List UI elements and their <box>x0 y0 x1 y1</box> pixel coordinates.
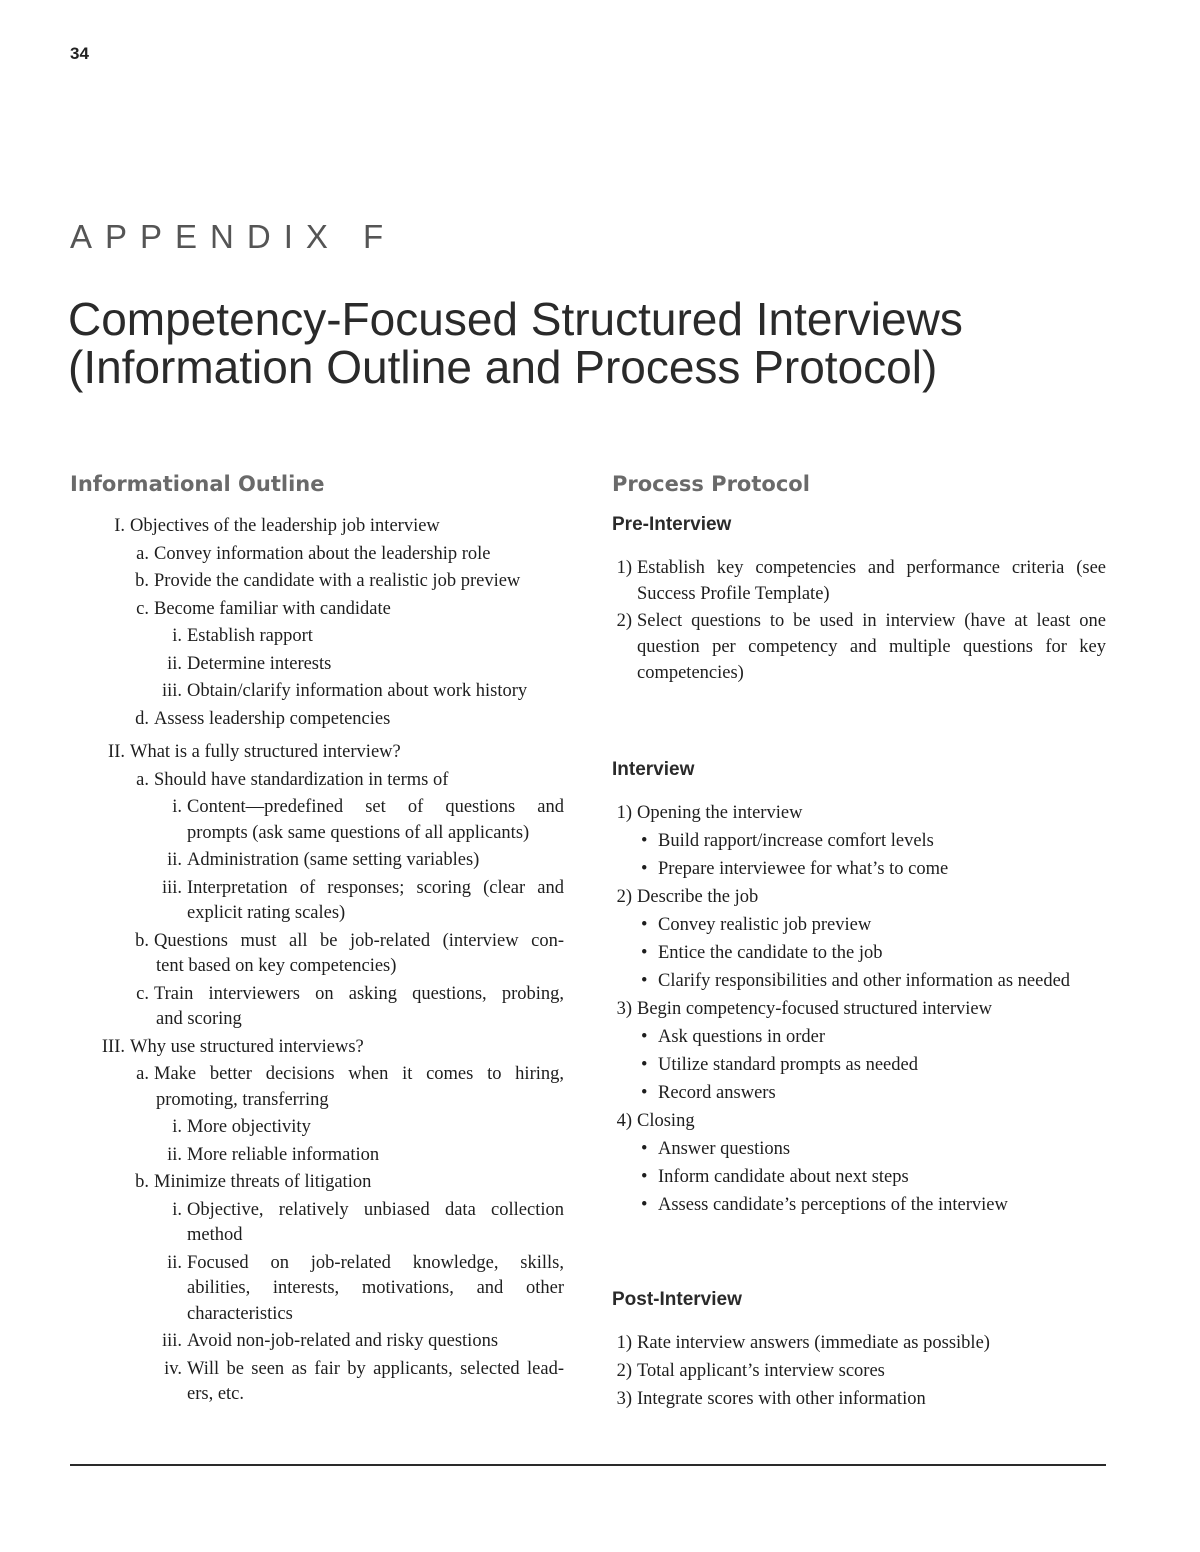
outline-subitem: Obtain/clarify information about work history <box>187 681 528 701</box>
outline-subitem-marker: i. <box>172 797 182 817</box>
outline-item: Convey information about the leadership role <box>154 543 491 564</box>
outline-item-marker: b. <box>135 930 149 951</box>
outline-item-marker: b. <box>135 1172 149 1192</box>
bullet-dot-icon: • <box>641 1195 648 1215</box>
protocol-bullet: Entice the candidate to the job <box>658 943 883 963</box>
outline-subitem-marker: iii. <box>161 681 182 701</box>
outline-section-marker: III. <box>101 1036 125 1057</box>
outline-item: Assess leadership competencies <box>154 708 391 729</box>
outline-section: Why use structured interviews? <box>130 1036 364 1057</box>
bullet-dot-icon: • <box>641 1027 648 1047</box>
outline-item-marker: c. <box>136 983 149 1004</box>
outline-subitem: method <box>187 1225 243 1245</box>
protocol-step: Establish key competencies and performance criteria (see <box>637 558 1106 578</box>
outline-subitem-marker: i. <box>172 1117 182 1137</box>
outline-item-marker: d. <box>135 708 149 729</box>
outline-item: promoting, transferring <box>156 1089 329 1110</box>
pre-interview-heading: Pre-Interview <box>612 514 732 535</box>
outline-subitem: explicit rating scales) <box>187 903 346 923</box>
protocol-step-marker: 4) <box>616 1111 632 1131</box>
protocol-step-marker: 2) <box>616 1361 632 1381</box>
outline-subitem: abilities, interests, motivations, and other <box>187 1278 564 1298</box>
protocol-bullet: Assess candidate’s perceptions of the interview <box>658 1195 1008 1215</box>
protocol-heading: Process Protocol <box>612 472 810 496</box>
outline-item-marker: a. <box>136 769 149 790</box>
outline-section: What is a fully structured interview? <box>130 742 401 762</box>
bullet-dot-icon: • <box>641 1055 648 1075</box>
outline-item: tent based on key competencies) <box>156 956 397 976</box>
protocol-step-marker: 2) <box>616 887 632 907</box>
outline-subitem: More reliable information <box>187 1144 380 1165</box>
outline-subitem: Interpretation of responses; scoring (clear and <box>187 877 564 898</box>
protocol-step-marker: 1) <box>616 558 632 578</box>
bullet-dot-icon: • <box>641 915 648 935</box>
outline-item: Minimize threats of litigation <box>154 1172 372 1192</box>
page-number: 34 <box>70 44 89 63</box>
outline-subitem-marker: ii. <box>167 1252 182 1273</box>
protocol-step: Total applicant’s interview scores <box>637 1361 885 1381</box>
protocol-bullet: Ask questions in order <box>658 1027 825 1047</box>
protocol-bullet: Utilize standard prompts as needed <box>658 1055 918 1075</box>
outline-subitem-marker: iii. <box>161 1331 182 1351</box>
protocol-bullet: Record answers <box>658 1083 776 1103</box>
outline-subitem-marker: i. <box>172 626 182 646</box>
outline-subitem: Determine interests <box>187 653 332 674</box>
outline-item-marker: a. <box>136 543 149 564</box>
protocol-step: Rate interview answers (immediate as possible) <box>637 1333 990 1353</box>
page-title-line-1: Competency-Focused Structured Interviews <box>68 293 963 345</box>
appendix-label: APPENDIX F <box>70 218 397 255</box>
outline-subitem: Will be seen as fair by applicants, selected lead- <box>187 1358 564 1379</box>
outline-subitem-marker: iv. <box>164 1358 182 1379</box>
protocol-bullet: Clarify responsibilities and other information as needed <box>658 971 1071 991</box>
outline-subitem: prompts (ask same questions of all applicants) <box>187 822 530 843</box>
outline-subitem: characteristics <box>187 1303 293 1324</box>
post-interview-heading: Post-Interview <box>612 1289 742 1310</box>
protocol-step: Integrate scores with other information <box>637 1389 926 1409</box>
outline-subitem: Focused on job-related knowledge, skills, <box>187 1252 564 1273</box>
bullet-dot-icon: • <box>641 971 648 991</box>
outline-subitem: More objectivity <box>187 1117 311 1137</box>
outline-subitem: Avoid non-job-related and risky questions <box>187 1331 499 1351</box>
outline-section-marker: I. <box>114 516 125 536</box>
outline-subitem-marker: i. <box>172 1199 182 1220</box>
outline-item-marker: b. <box>135 571 149 591</box>
page-title <box>68 295 1138 391</box>
outline-subitem: Establish rapport <box>187 626 313 646</box>
outline-subitem-marker: ii. <box>167 653 182 674</box>
protocol-step: competencies) <box>637 663 744 683</box>
outline-subitem: ers, etc. <box>187 1384 245 1404</box>
protocol-step: question per competency and multiple questions for key <box>637 637 1106 657</box>
protocol-bullet: Build rapport/increase comfort levels <box>658 831 934 851</box>
bullet-dot-icon: • <box>641 831 648 851</box>
outline-section: Objectives of the leadership job interview <box>130 516 440 536</box>
interview-heading: Interview <box>612 759 695 780</box>
outline-item: Become familiar with candidate <box>154 598 391 619</box>
outline-subitem-marker: ii. <box>167 850 182 870</box>
bullet-dot-icon: • <box>641 1139 648 1159</box>
page-title-line-2: (Information Outline and Process Protocol) <box>68 341 938 393</box>
outline-item: Train interviewers on asking questions, probing, <box>154 983 564 1004</box>
outline-item-marker: c. <box>136 598 149 619</box>
protocol-bullet: Inform candidate about next steps <box>658 1167 909 1187</box>
outline-item: Should have standardization in terms of <box>154 769 449 790</box>
footer-rule <box>70 1464 1106 1466</box>
protocol-step: Begin competency-focused structured interview <box>637 999 992 1019</box>
protocol-step-marker: 3) <box>616 1389 632 1409</box>
outline-item: and scoring <box>156 1009 242 1029</box>
outline-subitem-marker: ii. <box>167 1144 182 1165</box>
protocol-step: Success Profile Template) <box>637 584 830 604</box>
protocol-step-marker: 2) <box>616 611 632 631</box>
protocol-step: Opening the interview <box>637 803 803 823</box>
protocol-step: Closing <box>637 1111 695 1131</box>
outline-subitem: Objective, relatively unbiased data collection <box>187 1199 564 1220</box>
protocol-step: Describe the job <box>637 887 759 907</box>
outline-item: Make better decisions when it comes to hiring, <box>154 1064 564 1084</box>
outline-heading: Informational Outline <box>70 472 325 496</box>
protocol-step-marker: 3) <box>616 999 632 1019</box>
outline-item-marker: a. <box>136 1064 149 1084</box>
protocol-bullet: Prepare interviewee for what’s to come <box>658 859 949 879</box>
protocol-step: Select questions to be used in interview (have at least one <box>637 611 1106 631</box>
outline-subitem: Administration (same setting variables) <box>187 850 480 870</box>
protocol-bullet: Convey realistic job preview <box>658 915 872 935</box>
bullet-dot-icon: • <box>641 1167 648 1187</box>
protocol-step-marker: 1) <box>616 803 632 823</box>
outline-item: Questions must all be job-related (interview con- <box>154 930 564 951</box>
bullet-dot-icon: • <box>641 1083 648 1103</box>
protocol-step-marker: 1) <box>616 1333 632 1353</box>
outline-item: Provide the candidate with a realistic job preview <box>154 571 521 591</box>
bullet-dot-icon: • <box>641 859 648 879</box>
outline-section-marker: II. <box>108 742 125 762</box>
outline-subitem: Content—predefined set of questions and <box>187 797 564 817</box>
bullet-dot-icon: • <box>641 943 648 963</box>
outline-subitem-marker: iii. <box>161 877 182 898</box>
protocol-bullet: Answer questions <box>658 1139 791 1159</box>
